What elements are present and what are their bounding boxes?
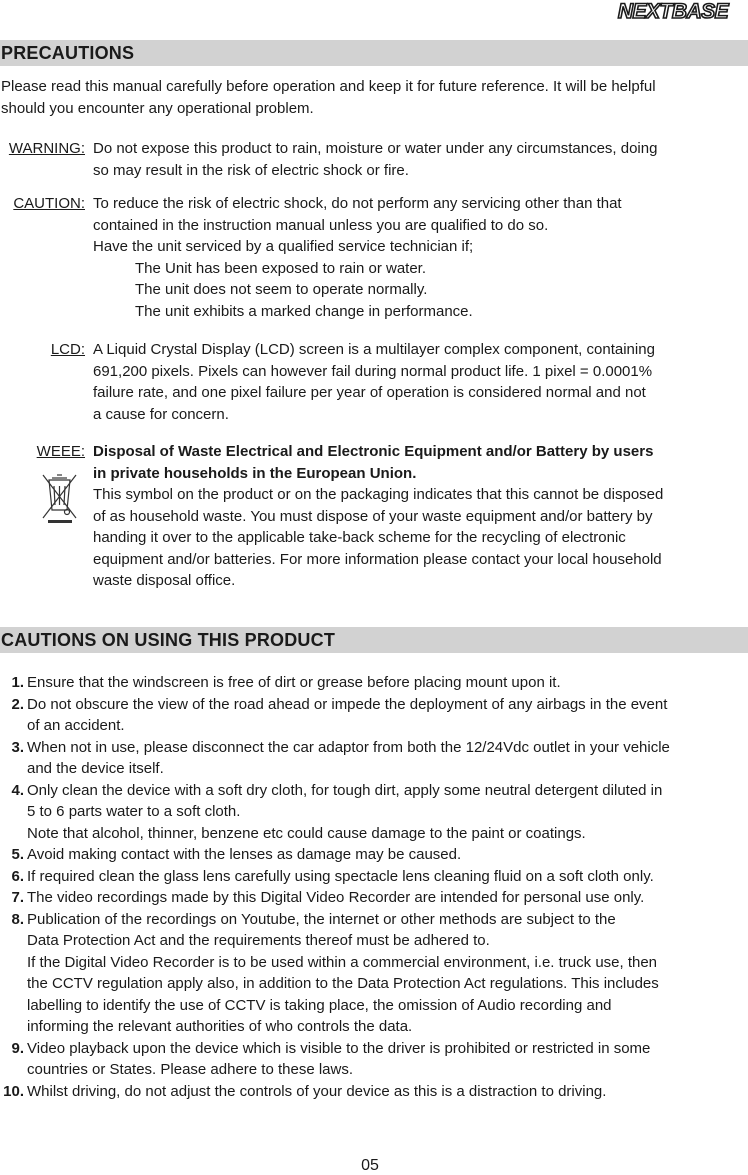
list-item xyxy=(0,672,748,694)
weee-text xyxy=(93,441,663,592)
list-item-number: 1. xyxy=(11,674,24,691)
weee-line: waste disposal office. xyxy=(93,572,236,589)
list-item-line: Publication of the recordings on Youtube, the internet or other methods are subject to the xyxy=(27,910,616,928)
list-item-line: Note that alcohol, thinner, benzene etc could cause damage to the paint or coatings. xyxy=(27,824,586,842)
warning-line: Do not expose this product to rain, moisture or water under any circumstances, doing xyxy=(93,140,658,157)
list-item-line: Avoid making contact with the lenses as damage may be caused. xyxy=(27,846,462,863)
weee-heading-line: in private households in the European Union. xyxy=(93,464,417,482)
caution-line: Have the unit serviced by a qualified service technician if; xyxy=(93,238,474,255)
weee-line: This symbol on the product or on the packaging indicates that this cannot be disposed xyxy=(93,486,664,503)
brand-text: NEXTBASE xyxy=(617,0,729,22)
list-item-number: 2. xyxy=(11,695,24,713)
caution-line: contained in the instruction manual unless you are qualified to do so. xyxy=(93,216,549,234)
list-item xyxy=(0,844,748,866)
weee-label: WEEE: xyxy=(36,443,85,460)
caution-condition: The unit exhibits a marked change in performance. xyxy=(135,302,473,320)
caution-line: To reduce the risk of electric shock, do not perform any servicing other than that xyxy=(93,195,622,212)
list-item-number: 8. xyxy=(11,910,24,928)
list-item-line: Ensure that the windscreen is free of dirt or grease before placing mount upon it. xyxy=(27,674,561,691)
list-item-line: If required clean the glass lens carefully using spectacle lens cleaning fluid on a soft cloth only. xyxy=(27,867,654,885)
caution-condition: The unit does not seem to operate normally. xyxy=(135,281,428,298)
list-item-line: labelling to identify the use of CCTV is taking place, the omission of Audio recording and xyxy=(27,996,612,1014)
list-item-number: 9. xyxy=(11,1039,24,1057)
list-item-number: 3. xyxy=(11,738,24,756)
list-item-line: Whilst driving, do not adjust the controls of your device as this is a distraction to driving. xyxy=(27,1082,607,1100)
list-item-line: of an accident. xyxy=(27,717,125,734)
crossed-out-wheelie-bin-icon xyxy=(40,472,80,524)
lcd-line: failure rate, and one pixel failure per year of operation is considered normal and not xyxy=(93,384,646,401)
list-item-line: and the device itself. xyxy=(27,760,164,777)
lcd-label: LCD: xyxy=(50,341,85,358)
weee-line: handing it over to the applicable take-back scheme for the recycling of electronic xyxy=(93,529,626,546)
list-item-line: Data Protection Act and the requirements thereof must be adhered to. xyxy=(27,932,490,949)
list-item xyxy=(0,887,748,909)
list-item-line: the CCTV regulation apply also, in addition to the Data Protection Act regulations. This includes xyxy=(27,975,659,992)
list-item xyxy=(0,780,748,845)
weee-line: of as household waste. You must dispose of your waste equipment and/or battery by xyxy=(93,507,653,525)
precautions-heading: PRECAUTIONS xyxy=(0,40,748,66)
caution-label: CAUTION: xyxy=(13,195,85,212)
list-item-number: 10. xyxy=(3,1082,24,1100)
list-item xyxy=(0,694,748,737)
list-item-number: 6. xyxy=(11,867,24,885)
list-item-line: The video recordings made by this Digital Video Recorder are intended for personal use only. xyxy=(27,889,645,906)
list-item-line: Video playback upon the device which is visible to the driver is prohibited or restricted in some xyxy=(27,1039,651,1057)
list-item xyxy=(0,737,748,780)
list-item-line: If the Digital Video Recorder is to be used within a commercial environment, i.e. truck use, then xyxy=(27,953,658,971)
list-item-line: Do not obscure the view of the road ahead or impede the deployment of any airbags in the event xyxy=(27,695,668,713)
lcd-text xyxy=(93,339,655,425)
list-item xyxy=(0,909,748,1038)
list-item-number: 5. xyxy=(11,846,24,863)
weee-line: equipment and/or batteries. For more information please contact your local household xyxy=(93,550,662,568)
lcd-line: A Liquid Crystal Display (LCD) screen is a multilayer complex component, containing xyxy=(93,341,655,358)
warning-label: WARNING: xyxy=(8,140,85,157)
cautions-list xyxy=(0,672,748,1102)
list-item-number: 7. xyxy=(11,889,24,906)
list-item-line: 5 to 6 parts water to a soft cloth. xyxy=(27,803,241,820)
list-item xyxy=(0,1038,748,1081)
lcd-line: 691,200 pixels. Pixels can however fail during normal product life. 1 pixel = 0.0001% xyxy=(93,362,653,380)
warning-line: so may result in the risk of electric shock or fire. xyxy=(93,161,409,179)
lcd-line: a cause for concern. xyxy=(93,405,229,423)
list-item xyxy=(0,866,748,888)
list-item-line: When not in use, please disconnect the car adaptor from both the 12/24Vdc outlet in your vehicle xyxy=(27,738,670,756)
list-item-line: Only clean the device with a soft dry cloth, for tough dirt, apply some neutral detergent diluted in xyxy=(27,781,663,799)
caution-text xyxy=(93,193,622,322)
page-number: 05 xyxy=(361,1157,379,1174)
list-item-line: informing the relevant authorities of who controls the data. xyxy=(27,1018,413,1035)
weee-heading-line: Disposal of Waste Electrical and Electronic Equipment and/or Battery by users xyxy=(93,443,654,460)
cautions-heading: CAUTIONS ON USING THIS PRODUCT xyxy=(0,627,748,653)
intro-line: Please read this manual carefully before operation and keep it for future reference. It will be helpful xyxy=(1,78,656,95)
nextbase-logo xyxy=(600,0,746,22)
list-item-number: 4. xyxy=(11,781,24,799)
list-item-line: countries or States. Please adhere to these laws. xyxy=(27,1061,354,1078)
warning-text xyxy=(93,138,657,181)
intro-line: should you encounter any operational problem. xyxy=(1,99,314,117)
caution-condition: The Unit has been exposed to rain or water. xyxy=(135,259,427,277)
intro-paragraph xyxy=(1,76,656,119)
list-item xyxy=(0,1081,748,1103)
